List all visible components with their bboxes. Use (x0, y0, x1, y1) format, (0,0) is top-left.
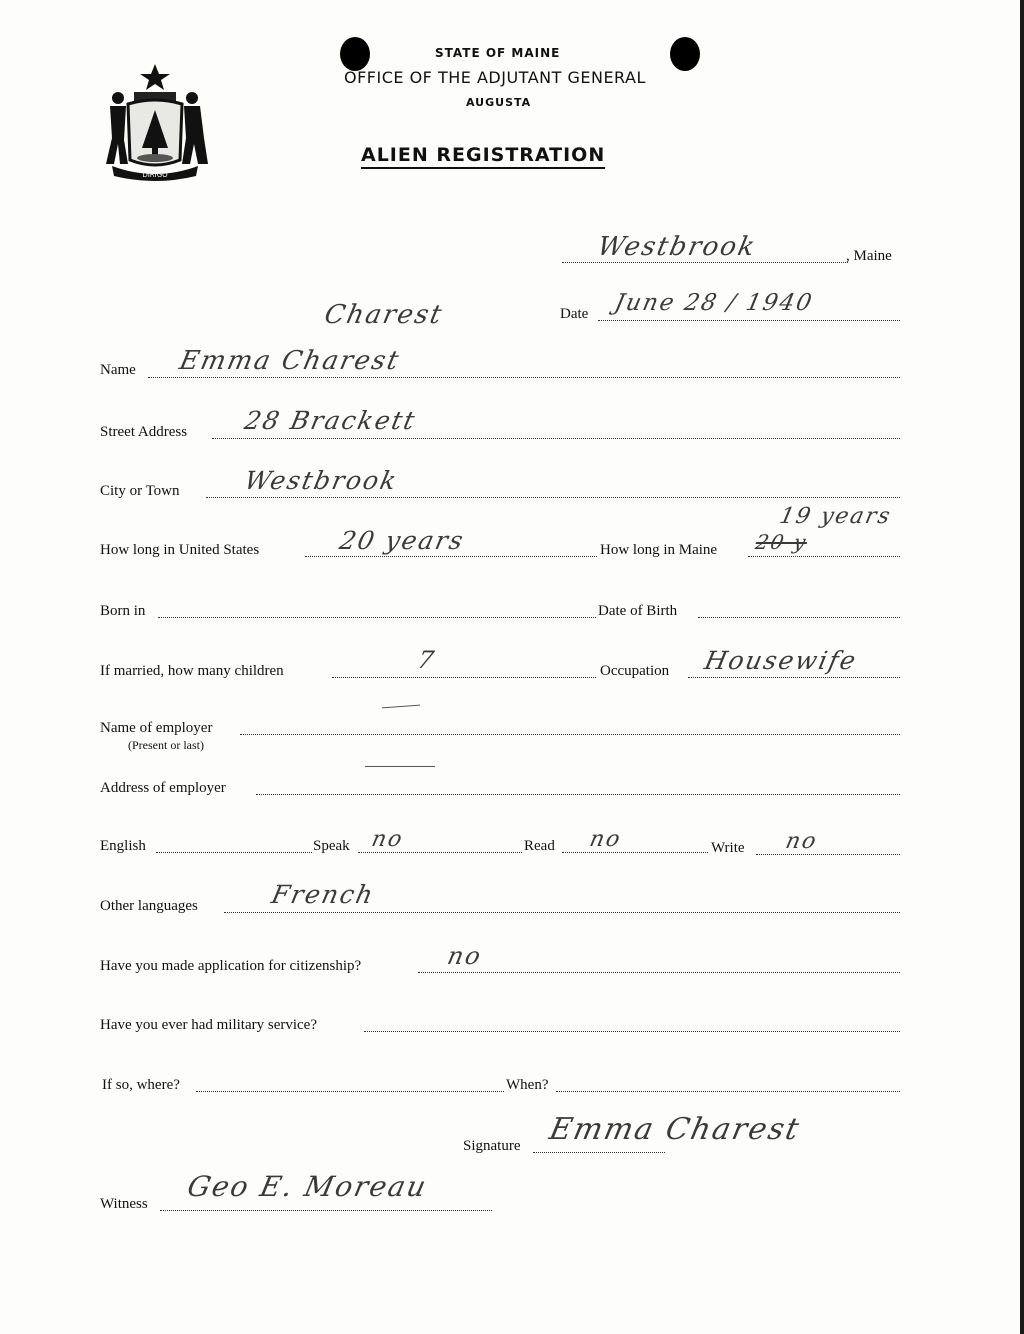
speak-entry: no (369, 827, 407, 852)
town-suffix-label: , Maine (846, 248, 892, 264)
seal-motto: DIRIGO (142, 171, 168, 179)
children-entry: 7 (415, 646, 439, 674)
street-entry: 28 Brackett (241, 406, 420, 435)
surname-entry: Charest (321, 300, 446, 330)
how-long-maine-struck-entry: 20 y (753, 530, 810, 554)
born-in-label: Born in (100, 603, 146, 619)
occupation-label: Occupation (600, 663, 670, 679)
employer-note-label: (Present or last) (128, 738, 204, 752)
when-label: When? (506, 1077, 549, 1093)
name-entry: Emma Charest (176, 346, 404, 376)
town-entry: Westbrook (594, 232, 760, 262)
punch-hole-right (670, 37, 700, 71)
witness-label: Witness (100, 1196, 148, 1212)
citizenship-label: Have you made application for citizenship? (100, 958, 362, 974)
street-label: Street Address (100, 424, 188, 440)
speak-label: Speak (313, 838, 350, 854)
military-label: Have you ever had military service? (100, 1017, 317, 1033)
header-office: OFFICE OF THE ADJUTANT GENERAL (344, 68, 646, 87)
punch-hole-left (340, 37, 370, 71)
employer-address-label: Address of employer (100, 780, 226, 796)
occupation-entry: Housewife (701, 646, 861, 675)
employer-address-dash-mark (365, 766, 435, 767)
city-entry: Westbrook (241, 466, 401, 495)
write-label: Write (711, 840, 745, 856)
employer-label: Name of employer (100, 720, 213, 736)
state-seal-icon (100, 60, 210, 182)
date-entry: June 28 / 1940 (612, 290, 816, 316)
other-languages-label: Other languages (100, 898, 198, 914)
header-city: AUGUSTA (466, 96, 532, 109)
how-long-maine-label: How long in Maine (600, 542, 718, 558)
name-label: Name (100, 362, 136, 378)
header-state: STATE OF MAINE (435, 46, 561, 60)
signature-label: Signature (463, 1138, 521, 1154)
signature-entry: Emma Charest (546, 1112, 804, 1147)
date-of-birth-label: Date of Birth (598, 603, 678, 619)
witness-entry: Geo E. Moreau (184, 1170, 431, 1203)
write-entry: no (783, 829, 821, 854)
form-title: ALIEN REGISTRATION (361, 144, 605, 169)
where-label: If so, where? (102, 1077, 180, 1093)
city-label: City or Town (100, 483, 180, 499)
how-long-us-label: How long in United States (100, 542, 260, 558)
other-languages-entry: French (268, 880, 378, 909)
date-label: Date (560, 306, 589, 322)
children-label: If married, how many children (100, 663, 284, 679)
employer-dash-mark (382, 705, 420, 709)
english-label: English (100, 838, 146, 854)
citizenship-entry: no (445, 942, 485, 970)
read-label: Read (524, 838, 555, 854)
how-long-us-entry: 20 years (336, 526, 468, 555)
read-entry: no (587, 827, 625, 852)
how-long-maine-entry: 19 years (777, 504, 895, 529)
